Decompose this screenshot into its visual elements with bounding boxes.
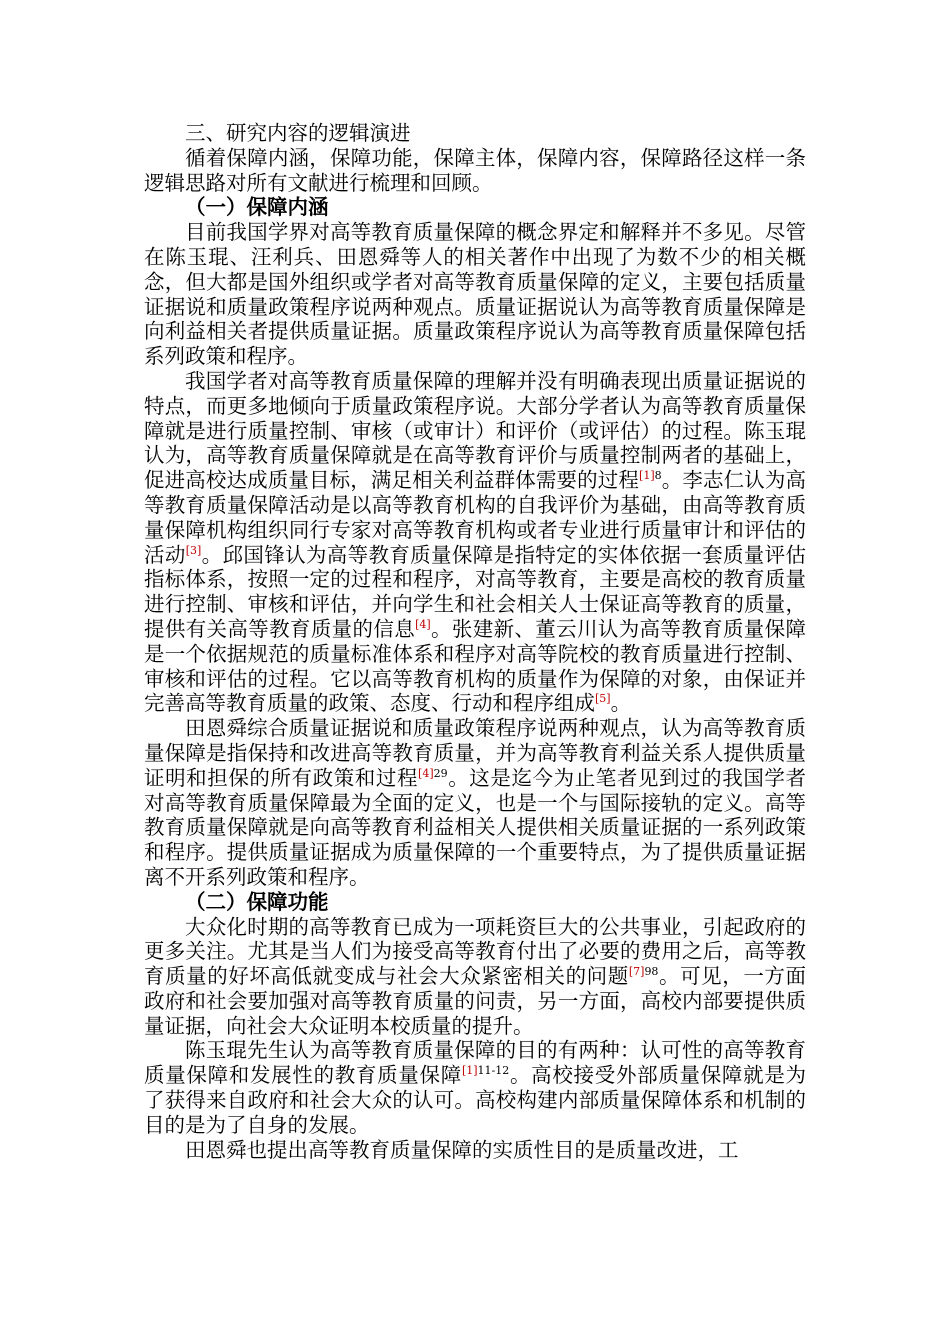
citation-link[interactable]: [7] [628,965,645,979]
intro-paragraph: 循着保障内涵，保障功能，保障主体，保障内容，保障路径这样一条逻辑思路对所有文献进行梳理和回顾。 [144,145,806,195]
citation-page: 98 [644,965,659,979]
citation-page: 11-12 [477,1064,510,1078]
paragraph-text: 。高校接受外部质量保障就是为了获得来自政府和社会大众的认可。高校构建内部质量保障体系和机制的目的是为了自身的发展。 [144,1063,807,1137]
paragraph-text: 。张建新、董云川认为高等教育质量保障是一个依据规范的质量标准体系和程序对高等院校的教育质量进行控制、审核和评估的过程。它以高等教育机构的质量作为保障的对象，由保证并完善高等教育质量的政策、态度、行动和程序组成 [144,616,807,716]
citation-link[interactable]: [5] [595,692,611,706]
paragraph-text: 。这是迄今为止笔者见到过的我国学者对高等教育质量保障最为全面的定义，也是一个与国际接轨的定义。高等教育质量保障就是向高等教育利益相关人提供相关质量证据的一系列政策和程序。提供质量证据成为质量保障的一个重要特点，为了提供质量证据离不开系列政策和程序。 [144,765,807,889]
citation-link[interactable]: [3] [185,543,202,557]
document-body [144,121,806,1162]
subsection-title-function: （二）保障功能 [185,889,329,914]
paragraph-text: 。邱国锋认为高等教育质量保障是指特定的实体依据一套质量评估指标体系，按照一定的过程和程序，对高等教育，主要是高校的教育质量进行控制、审核和评估，并向学生和社会相关人士保证高等教育的质量，提供有关高等教育质量的信息 [144,542,807,641]
paragraph-text: 田恩舜综合质量证据说和质量政策程序说两种观点，认为高等教育质量保障是指保持和改进高等教育质量，并为高等教育利益关系人提供质量证明和担保的所有政策和过程 [144,716,806,790]
paragraph-text: 大众化时期的高等教育已成为一项耗资巨大的公共事业，引起政府的更多关注。尤其是当人们为接受高等教育付出了必要的费用之后，高等教育质量的好坏高低就变成与社会大众紧密相关的问题 [144,914,806,989]
paragraph-tian-purpose: 田恩舜也提出高等教育质量保障的实质性目的是质量改进，工 [185,1137,739,1162]
paragraph-concept-definitions: 目前我国学界对高等教育质量保障的概念界定和解释并不多见。尽管在陈玉琨、汪利兵、田恩舜等人的相关著作中出现了为数不少的相关概念，但大都是国外组织或学者对高等教育质量保障的定义，主要包括质量证据说和质量政策程序说两种观点。质量证据说认为高等教育质量保障是向利益相关者提供质量证据。质量政策程序说认为高等教育质量保障包括系列政策和程序。 [144,220,806,369]
citation-page: 29 [433,766,448,780]
paragraph-text: 。可见，一方面政府和社会要加强对高等教育质量的问责，另一方面，高校内部要提供质量证据，向社会大众证明本校质量的提升。 [144,964,806,1038]
subsection-title-connotation: （一）保障内涵 [185,195,329,220]
paragraph-chen-purpose [144,1038,806,1137]
section-title: 三、研究内容的逻辑演进 [185,121,411,145]
citation-link[interactable]: [4] [418,766,434,780]
citation-link[interactable]: [1] [461,1064,478,1078]
paragraph-text: 我国学者对高等教育质量保障的理解并没有明确表现出质量证据说的特点，而更多地倾向于质量政策程序说。大部分学者认为高等教育质量保障就是进行质量控制、审核（或审计）和评价（或评估）的过程。陈玉琨认为，高等教育质量保障就是在高等教育评价与质量控制两者的基础上，促进高校达成质量目标，满足相关利益群体需要的过程 [144,368,806,493]
citation-link[interactable]: [4] [415,618,431,632]
paragraph-massification [144,915,806,1039]
paragraph-text: 陈玉琨先生认为高等教育质量保障的目的有两种：认可性的高等教育质量保障和发展性的教育质量保障 [144,1038,806,1088]
citation-link[interactable]: [1] [639,469,655,483]
paragraph-tian-definition [144,716,806,890]
paragraph-text: 。李志仁认为高等教育质量保障活动是以高等教育机构的自我评价为基础，由高等教育质量保障机构组织同行专家对高等教育机构或者专业进行质量审计和评估的活动 [144,468,807,567]
paragraph-domestic-understanding [144,369,806,716]
citation-page: 8 [654,469,662,483]
paragraph-text: 。 [610,691,632,716]
